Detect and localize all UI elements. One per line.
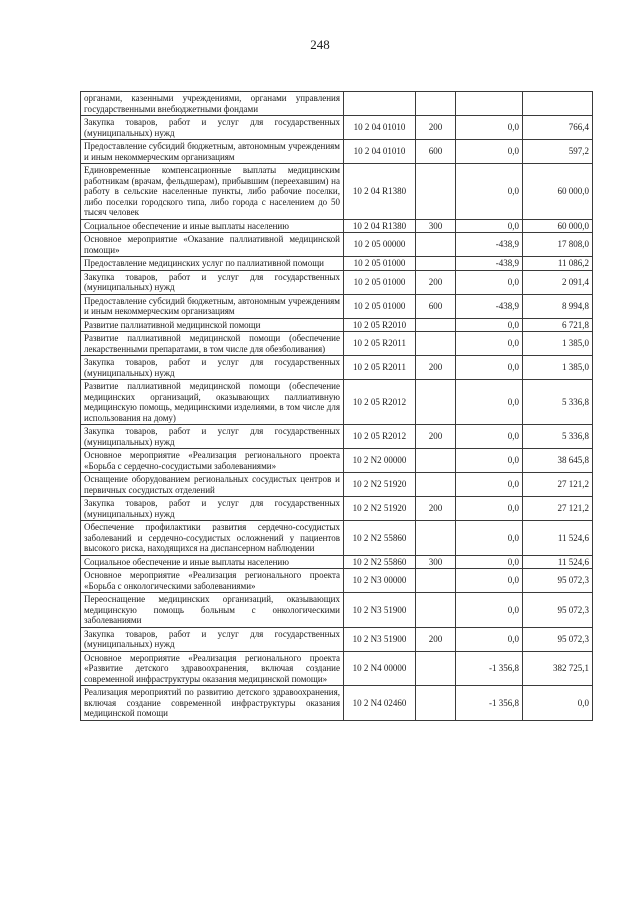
row-code-cell: 10 2 N2 51920 <box>344 473 416 497</box>
row-change-cell: 0,0 <box>456 521 523 556</box>
row-code-cell: 10 2 N2 55860 <box>344 555 416 569</box>
row-name-cell: Закупка товаров, работ и услуг для государственных (муниципальных) нужд <box>81 497 344 521</box>
row-name-cell: Закупка товаров, работ и услуг для государственных (муниципальных) нужд <box>81 270 344 294</box>
row-kvr-cell <box>416 593 456 628</box>
row-code-cell: 10 2 05 R2011 <box>344 332 416 356</box>
row-code-cell: 10 2 N2 00000 <box>344 449 416 473</box>
row-kvr-cell <box>416 380 456 425</box>
row-name-cell: Основное мероприятие «Реализация регионального проекта «Развитие детского здравоохранения, включая создание современной инфраструктуры оказания медицинской помощи» <box>81 651 344 686</box>
row-name-cell: Социальное обеспечение и иные выплаты населению <box>81 555 344 569</box>
row-change-cell: 0,0 <box>456 473 523 497</box>
row-sum-cell: 2 091,4 <box>523 270 593 294</box>
row-sum-cell: 6 721,8 <box>523 318 593 332</box>
table-row <box>81 318 593 332</box>
row-code-cell: 10 2 N3 00000 <box>344 569 416 593</box>
table-row <box>81 164 593 220</box>
row-kvr-cell <box>416 651 456 686</box>
row-change-cell: 0,0 <box>456 569 523 593</box>
row-sum-cell: 60 000,0 <box>523 164 593 220</box>
row-change-cell: 0,0 <box>456 318 523 332</box>
row-sum-cell: 1 385,0 <box>523 356 593 380</box>
row-code-cell: 10 2 N3 51900 <box>344 627 416 651</box>
row-code-cell: 10 2 N4 02460 <box>344 686 416 721</box>
row-code-cell: 10 2 N2 55860 <box>344 521 416 556</box>
row-name-cell: Реализация мероприятий по развитию детского здравоохранения, включая создание современной инфраструктуры оказания медицинской помощи <box>81 686 344 721</box>
row-change-cell: -1 356,8 <box>456 686 523 721</box>
row-kvr-cell <box>416 164 456 220</box>
row-name-cell: Развитие паллиативной медицинской помощи (обеспечение медицинских организаций, оказывающих паллиативную медицинскую помощь, медицинскими изделиями, в том числе для использования на дому) <box>81 380 344 425</box>
row-kvr-cell: 600 <box>416 294 456 318</box>
table-row <box>81 219 593 233</box>
row-kvr-cell <box>416 521 456 556</box>
row-change-cell: 0,0 <box>456 332 523 356</box>
row-sum-cell <box>523 92 593 116</box>
row-sum-cell: 766,4 <box>523 116 593 140</box>
row-code-cell: 10 2 04 R1380 <box>344 164 416 220</box>
row-change-cell: -438,9 <box>456 294 523 318</box>
row-code-cell: 10 2 04 R1380 <box>344 219 416 233</box>
row-code-cell: 10 2 04 01010 <box>344 140 416 164</box>
row-name-cell: Предоставление субсидий бюджетным, автономным учреждениям и иным некоммерческим организациям <box>81 294 344 318</box>
row-name-cell: Основное мероприятие «Реализация регионального проекта «Борьба с сердечно-сосудистыми заболеваниями» <box>81 449 344 473</box>
row-name-cell: Основное мероприятие «Реализация регионального проекта «Борьба с онкологическими заболеваниями» <box>81 569 344 593</box>
table-row <box>81 627 593 651</box>
row-sum-cell: 60 000,0 <box>523 219 593 233</box>
table-row <box>81 473 593 497</box>
row-sum-cell: 17 808,0 <box>523 233 593 257</box>
budget-table <box>80 91 593 721</box>
row-kvr-cell: 200 <box>416 497 456 521</box>
row-name-cell: Закупка товаров, работ и услуг для государственных (муниципальных) нужд <box>81 627 344 651</box>
row-kvr-cell: 300 <box>416 555 456 569</box>
table-row <box>81 593 593 628</box>
row-sum-cell: 11 086,2 <box>523 257 593 271</box>
row-change-cell: 0,0 <box>456 140 523 164</box>
row-name-cell: Развитие паллиативной медицинской помощи (обеспечение лекарственными препаратами, в том числе для обезболивания) <box>81 332 344 356</box>
row-sum-cell: 0,0 <box>523 686 593 721</box>
row-change-cell: 0,0 <box>456 164 523 220</box>
row-sum-cell: 95 072,3 <box>523 569 593 593</box>
row-code-cell: 10 2 N2 51920 <box>344 497 416 521</box>
row-kvr-cell <box>416 686 456 721</box>
table-row <box>81 555 593 569</box>
row-kvr-cell: 200 <box>416 270 456 294</box>
row-sum-cell: 11 524,6 <box>523 521 593 556</box>
table-row <box>81 380 593 425</box>
row-sum-cell: 27 121,2 <box>523 473 593 497</box>
row-change-cell <box>456 92 523 116</box>
table-row <box>81 140 593 164</box>
row-code-cell: 10 2 05 01000 <box>344 294 416 318</box>
row-kvr-cell <box>416 332 456 356</box>
row-change-cell: 0,0 <box>456 555 523 569</box>
row-change-cell: 0,0 <box>456 219 523 233</box>
row-sum-cell: 8 994,8 <box>523 294 593 318</box>
row-sum-cell: 5 336,8 <box>523 380 593 425</box>
row-kvr-cell <box>416 92 456 116</box>
row-name-cell: Предоставление медицинских услуг по паллиативной помощи <box>81 257 344 271</box>
row-change-cell: 0,0 <box>456 270 523 294</box>
row-change-cell: 0,0 <box>456 497 523 521</box>
table-row <box>81 257 593 271</box>
row-change-cell: 0,0 <box>456 627 523 651</box>
row-kvr-cell: 200 <box>416 425 456 449</box>
table-row <box>81 332 593 356</box>
table-row <box>81 425 593 449</box>
row-code-cell: 10 2 05 00000 <box>344 233 416 257</box>
row-code-cell: 10 2 N3 51900 <box>344 593 416 628</box>
row-code-cell: 10 2 05 R2011 <box>344 356 416 380</box>
row-name-cell: Единовременные компенсационные выплаты медицинским работникам (врачам, фельдшерам), прибывшим (переехавшим) на работу в сельские населенные пункты, либо рабочие поселки, либо поселки городского типа, либо города с населением до 50 тысяч человек <box>81 164 344 220</box>
row-name-cell: Закупка товаров, работ и услуг для государственных (муниципальных) нужд <box>81 116 344 140</box>
row-kvr-cell <box>416 257 456 271</box>
table-row <box>81 233 593 257</box>
table-row <box>81 569 593 593</box>
row-sum-cell: 95 072,3 <box>523 627 593 651</box>
row-kvr-cell: 200 <box>416 116 456 140</box>
table-row <box>81 449 593 473</box>
table-row <box>81 521 593 556</box>
row-change-cell: 0,0 <box>456 449 523 473</box>
row-sum-cell: 382 725,1 <box>523 651 593 686</box>
row-change-cell: 0,0 <box>456 425 523 449</box>
row-name-cell: органами, казенными учреждениями, органами управления государственными внебюджетными фондами <box>81 92 344 116</box>
row-kvr-cell: 300 <box>416 219 456 233</box>
row-change-cell: 0,0 <box>456 356 523 380</box>
row-change-cell: 0,0 <box>456 116 523 140</box>
table-row <box>81 497 593 521</box>
row-code-cell: 10 2 N4 00000 <box>344 651 416 686</box>
table-row <box>81 294 593 318</box>
row-kvr-cell: 200 <box>416 627 456 651</box>
row-code-cell: 10 2 05 01000 <box>344 270 416 294</box>
row-change-cell: -438,9 <box>456 257 523 271</box>
row-sum-cell: 597,2 <box>523 140 593 164</box>
row-kvr-cell <box>416 233 456 257</box>
row-sum-cell: 11 524,6 <box>523 555 593 569</box>
table-row <box>81 686 593 721</box>
row-kvr-cell: 600 <box>416 140 456 164</box>
row-name-cell: Обеспечение профилактики развития сердечно-сосудистых заболеваний и сердечно-сосудистых осложнений у пациентов высокого риска, находящихся на диспансерном наблюдении <box>81 521 344 556</box>
row-name-cell: Закупка товаров, работ и услуг для государственных (муниципальных) нужд <box>81 425 344 449</box>
row-name-cell: Развитие паллиативной медицинской помощи <box>81 318 344 332</box>
row-kvr-cell <box>416 473 456 497</box>
row-change-cell: 0,0 <box>456 380 523 425</box>
row-sum-cell: 1 385,0 <box>523 332 593 356</box>
row-name-cell: Предоставление субсидий бюджетным, автономным учреждениям и иным некоммерческим организациям <box>81 140 344 164</box>
row-kvr-cell <box>416 569 456 593</box>
table-row <box>81 651 593 686</box>
row-change-cell: 0,0 <box>456 593 523 628</box>
row-name-cell: Основное мероприятие «Оказание паллиативной медицинской помощи» <box>81 233 344 257</box>
budget-table-body <box>81 92 593 721</box>
row-name-cell: Социальное обеспечение и иные выплаты населению <box>81 219 344 233</box>
row-code-cell: 10 2 04 01010 <box>344 116 416 140</box>
table-row <box>81 356 593 380</box>
row-code-cell: 10 2 05 R2010 <box>344 318 416 332</box>
table-row <box>81 116 593 140</box>
row-sum-cell: 27 121,2 <box>523 497 593 521</box>
row-code-cell <box>344 92 416 116</box>
row-kvr-cell <box>416 449 456 473</box>
row-kvr-cell <box>416 318 456 332</box>
row-sum-cell: 38 645,8 <box>523 449 593 473</box>
row-name-cell: Закупка товаров, работ и услуг для государственных (муниципальных) нужд <box>81 356 344 380</box>
page-number: 248 <box>310 37 330 52</box>
table-row <box>81 270 593 294</box>
row-kvr-cell: 200 <box>416 356 456 380</box>
row-code-cell: 10 2 05 R2012 <box>344 380 416 425</box>
row-change-cell: -438,9 <box>456 233 523 257</box>
row-code-cell: 10 2 05 01000 <box>344 257 416 271</box>
row-change-cell: -1 356,8 <box>456 651 523 686</box>
row-sum-cell: 5 336,8 <box>523 425 593 449</box>
row-name-cell: Переоснащение медицинских организаций, оказывающих медицинскую помощь больным с онкологическими заболеваниями <box>81 593 344 628</box>
row-sum-cell: 95 072,3 <box>523 593 593 628</box>
row-code-cell: 10 2 05 R2012 <box>344 425 416 449</box>
row-name-cell: Оснащение оборудованием региональных сосудистых центров и первичных сосудистых отделений <box>81 473 344 497</box>
table-row <box>81 92 593 116</box>
